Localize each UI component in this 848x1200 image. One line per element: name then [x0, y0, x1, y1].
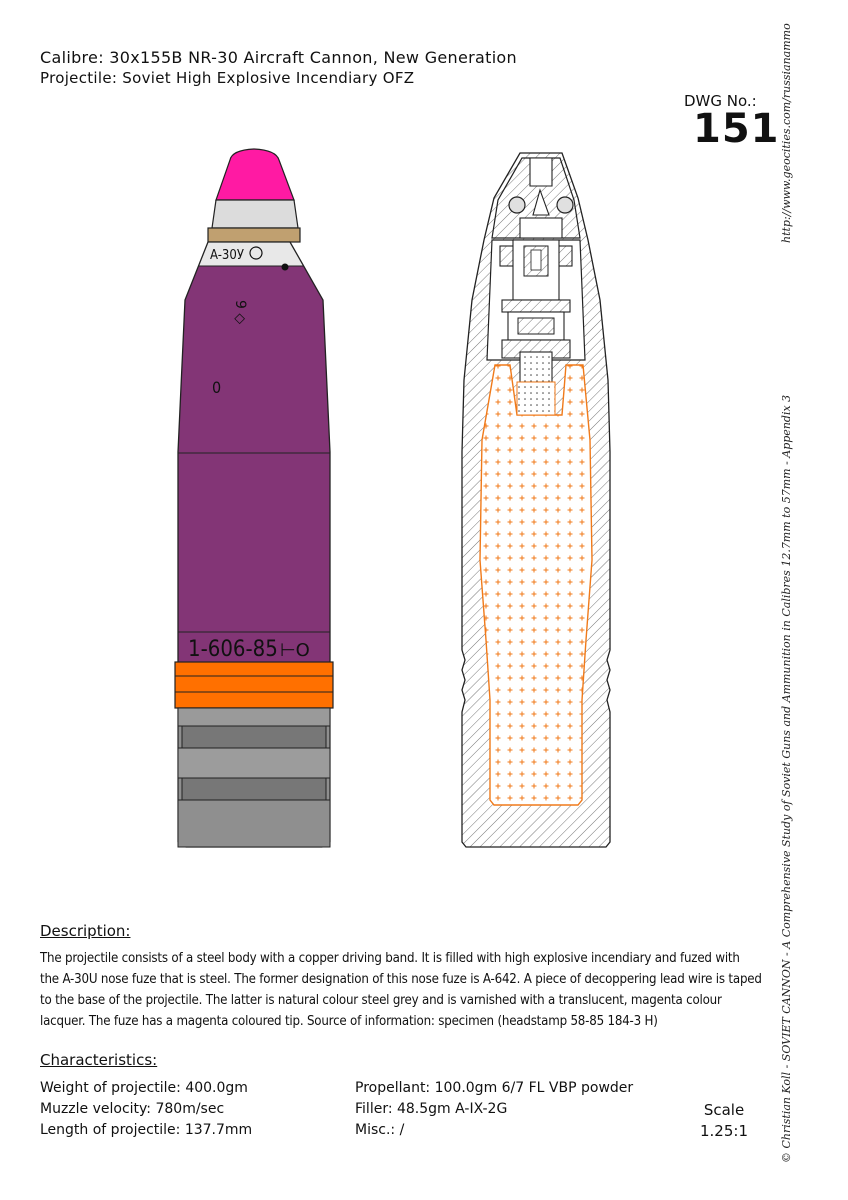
propellant: Propellant: 100.0gm 6/7 FL VBP powder [355, 1080, 634, 1096]
scale [700, 1100, 748, 1142]
marking-lot-symbol: ⊢O [280, 640, 310, 661]
scale-label: Scale [703, 1101, 745, 1119]
fuze-tip [216, 149, 294, 200]
length: Length of projectile: 137.7mm [40, 1122, 253, 1138]
marking-lot: 1-606-85 [188, 637, 278, 662]
weight: Weight of projectile: 400.0gm [40, 1080, 248, 1096]
exterior-view [170, 149, 340, 847]
description-heading: Description: [40, 922, 131, 940]
marking-symbol: 9 ◇ [232, 300, 248, 325]
title-projectile: Projectile: Soviet High Explosive Incendiary OFZ [40, 69, 415, 87]
description-text: The projectile consists of a steel body with a copper driving band. It is filled with high explosive incendiary and fuzed with the A-30U nose fuze that is steel. The former designation of this nose fuze is A-642. A piece of decoppering lead wire is taped to the base of the projectile. The latter is natural colour steel grey and is varnished with a translucent, magenta colour lacquer. The fuze has a magenta coloured tip. Source of information: specimen (headstamp 58-85 184-3 H) [40, 951, 762, 1029]
characteristics-left [40, 1078, 252, 1141]
dwg-label: DWG No.: [684, 92, 757, 110]
characteristics-heading: Characteristics: [40, 1051, 158, 1069]
dwg-number: 151 [693, 106, 780, 152]
copyright-notice: © Christian Koll - SOVIET CANNON - A Comprehensive Study of Soviet Guns and Ammunition in Calibres 12.7mm to 57mm - Appendix 3 [780, 394, 793, 1163]
marking-zero: 0 [212, 378, 222, 397]
velocity: Muzzle velocity: 780m/sec [40, 1101, 225, 1117]
marking-fuze: A-30У [210, 248, 244, 263]
filler-cavity [480, 365, 592, 805]
driving-band [175, 662, 333, 708]
filler: Filler: 48.5gm A-IX-2G [355, 1101, 508, 1117]
title-calibre: Calibre: 30x155B NR-30 Aircraft Cannon, New Generation [40, 48, 517, 67]
fuze-ring [208, 228, 300, 242]
scale-value: 1.25:1 [700, 1122, 748, 1140]
fuze-cone [212, 200, 298, 228]
misc: Misc.: / [355, 1122, 405, 1138]
section-view [462, 153, 610, 847]
website-url: http://www.geocities.com/russianammo [780, 23, 793, 243]
characteristics-right [355, 1078, 633, 1141]
